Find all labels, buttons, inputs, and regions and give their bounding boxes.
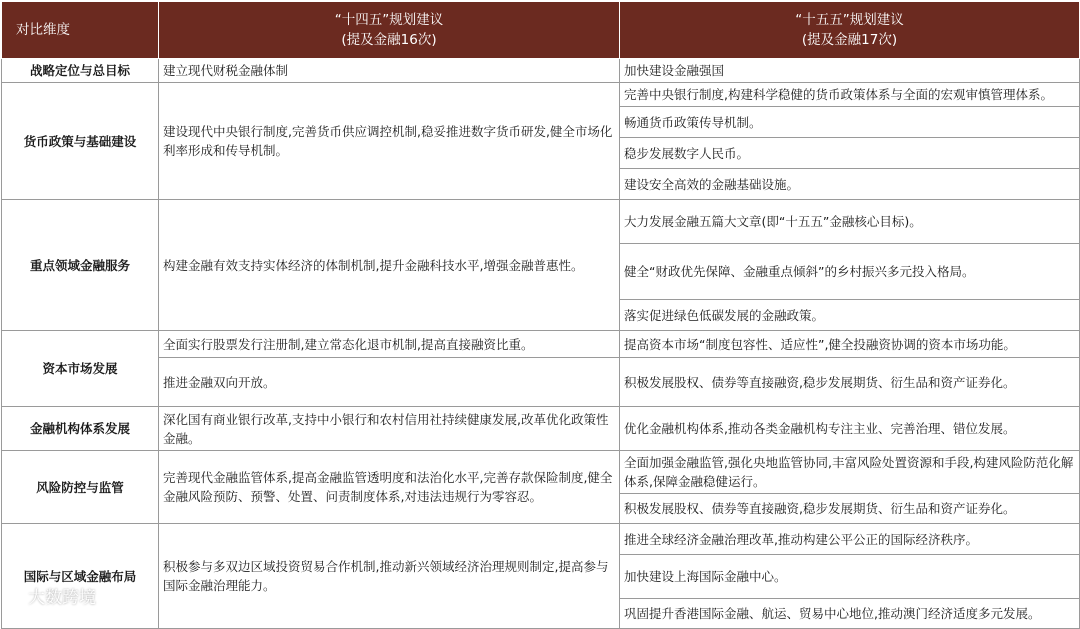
table-row: [2, 524, 1080, 555]
plan14-cell: 完善现代金融监管体系,提高金融监管透明度和法治化水平,完善存款保险制度,健全金融风险预防、预警、处置、问责制度体系,对违法违规行为零容忍。: [159, 451, 620, 524]
watermark-text: 大数跨境: [28, 588, 96, 608]
table-row: [2, 407, 1080, 451]
table-row: [2, 358, 1080, 407]
dashuju-logo-icon: [4, 586, 24, 606]
plan15-cell: 大力发展金融五篇大文章(即“十五五”金融核心目标)。: [620, 200, 1080, 244]
plan14-cell: 构建金融有效支持实体经济的体制机制,提升金融科技水平,增强金融普惠性。: [159, 200, 620, 331]
dimension-cell: 金融机构体系发展: [2, 407, 159, 451]
plan14-cell: 建设现代中央银行制度,完善货币供应调控机制,稳妥推进数字货币研发,健全市场化利率形成和传导机制。: [159, 83, 620, 200]
plan15-cell: 积极发展股权、债券等直接融资,稳步发展期货、衍生品和资产证券化。: [620, 494, 1080, 524]
dimension-cell: 国际与区域金融布局: [2, 524, 159, 629]
plan15-cell: 加快建设金融强国: [620, 59, 1080, 83]
plan15-cell: 全面加强金融监管,强化央地监管协同,丰富风险处置资源和手段,构建风险防范化解体系,保障金融稳健运行。: [620, 451, 1080, 494]
table-body: [2, 59, 1080, 629]
plan15-cell: 稳步发展数字人民币。: [620, 138, 1080, 169]
table-row: [2, 200, 1080, 244]
dimension-cell: 战略定位与总目标: [2, 59, 159, 83]
plan15-cell: 推进全球经济金融治理改革,推动构建公平公正的国际经济秩序。: [620, 524, 1080, 555]
header-row: [2, 2, 1080, 59]
plan15-cell: 提高资本市场“制度包容性、适应性”,健全投融资协调的资本市场功能。: [620, 331, 1080, 358]
plan14-cell: 推进金融双向开放。: [159, 358, 620, 407]
plan15-cell: 畅通货币政策传导机制。: [620, 107, 1080, 138]
plan15-cell: 建设安全高效的金融基础设施。: [620, 169, 1080, 200]
plan14-cell: 建立现代财税金融体制: [159, 59, 620, 83]
header-14th-subtitle: (提及金融16次): [341, 32, 437, 48]
plan15-cell: 完善中央银行制度,构建科学稳健的货币政策体系与全面的宏观审慎管理体系。: [620, 83, 1080, 107]
table-row: [2, 59, 1080, 83]
plan14-cell: 全面实行股票发行注册制,建立常态化退市机制,提高直接融资比重。: [159, 331, 620, 358]
table-row: [2, 83, 1080, 107]
dimension-cell: 货币政策与基础建设: [2, 83, 159, 200]
header-15th-title: “十五五”规划建议: [795, 12, 904, 28]
dimension-cell: 资本市场发展: [2, 331, 159, 407]
comparison-table: [1, 1, 1080, 629]
plan15-cell: 加快建设上海国际金融中心。: [620, 555, 1080, 599]
table-row: [2, 451, 1080, 494]
header-15th-subtitle: (提及金融17次): [801, 32, 898, 48]
plan14-cell: 积极参与多双边区域投资贸易合作机制,推动新兴领域经济治理规则制定,提高参与国际金融治理能力。: [159, 524, 620, 629]
plan14-cell: 深化国有商业银行改革,支持中小银行和农村信用社持续健康发展,改革优化政策性金融。: [159, 407, 620, 451]
watermark: [4, 583, 96, 608]
plan15-cell: 健全“财政优先保障、金融重点倾斜”的乡村振兴多元投入格局。: [620, 244, 1080, 300]
plan15-cell: 落实促进绿色低碳发展的金融政策。: [620, 300, 1080, 331]
dimension-cell: 重点领域金融服务: [2, 200, 159, 331]
table-row: [2, 331, 1080, 358]
plan15-cell: 积极发展股权、债券等直接融资,稳步发展期货、衍生品和资产证券化。: [620, 358, 1080, 407]
plan15-cell: 优化金融机构体系,推动各类金融机构专注主业、完善治理、错位发展。: [620, 407, 1080, 451]
header-dimension: 对比维度: [2, 2, 159, 59]
dimension-cell: 风险防控与监管: [2, 451, 159, 524]
header-14th-title: “十四五”规划建议: [334, 12, 444, 28]
plan15-cell: 巩固提升香港国际金融、航运、贸易中心地位,推动澳门经济适度多元发展。: [620, 599, 1080, 629]
header-14th-plan: [159, 2, 620, 59]
header-15th-plan: [620, 2, 1080, 59]
